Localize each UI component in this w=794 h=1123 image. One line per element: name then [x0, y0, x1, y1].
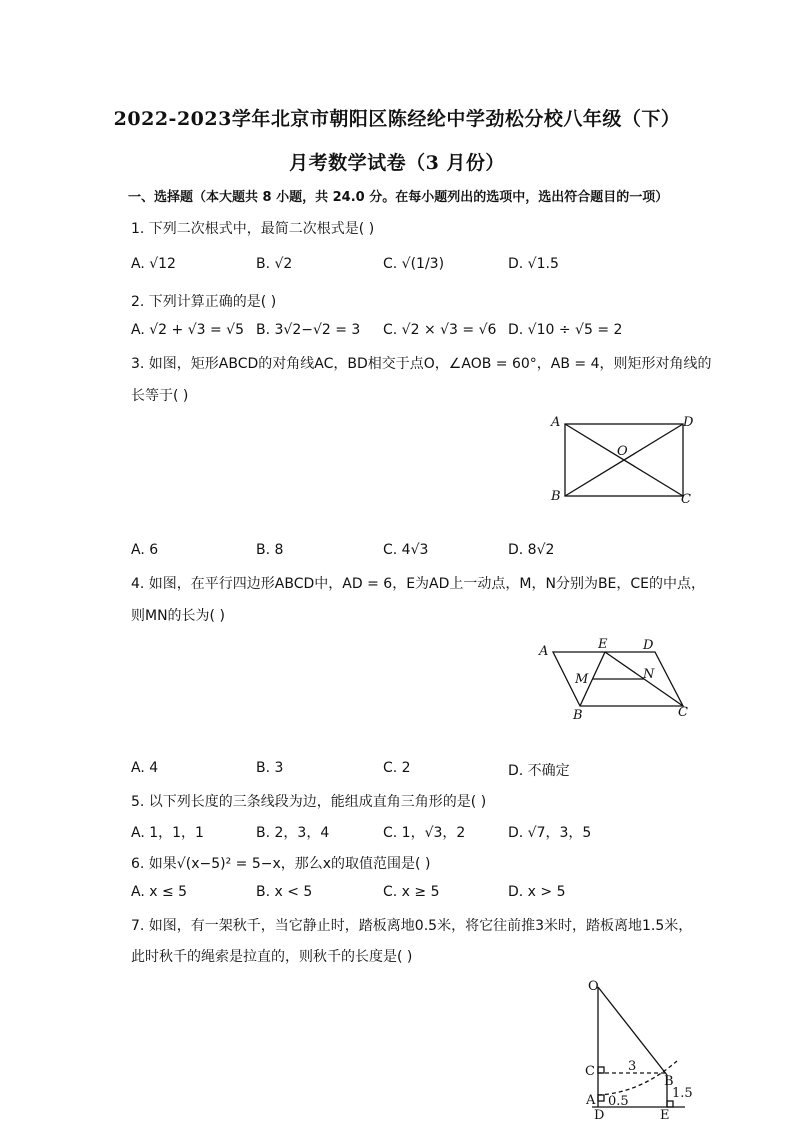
q5-option-c: C. 1，√3，2 — [383, 825, 466, 841]
label-m: M — [575, 672, 589, 687]
parallelogram-figure — [535, 635, 705, 725]
q4-option-b: B. 3 — [256, 760, 284, 776]
q4-option-d: D. 不确定 — [508, 763, 570, 779]
q1-option-a: A. √12 — [131, 256, 176, 272]
q2-option-a: A. √2 + √3 = √5 — [131, 322, 244, 338]
q1-stem: 1. 下列二次根式中，最简二次根式是( ) — [131, 221, 375, 237]
q6-option-a: A. x ≤ 5 — [131, 884, 188, 900]
label-a: A — [551, 415, 561, 430]
q3-stem-line1: 3. 如图，矩形ABCD的对角线AC，BD相交于点O，∠AOB = 60°，AB = 4，则矩形对角线的 — [131, 356, 712, 372]
right-angle-c — [598, 1067, 604, 1073]
q6-option-b: B. x < 5 — [256, 884, 313, 900]
q3-option-b: B. 8 — [256, 542, 284, 558]
label-0-5: 0.5 — [608, 1094, 629, 1109]
q3-stem-line2: 长等于( ) — [131, 388, 189, 404]
label-d: D — [683, 415, 694, 430]
label-b: B — [551, 489, 561, 504]
q4-stem-line2: 则MN的长为( ) — [131, 608, 225, 624]
label-c: C — [681, 492, 691, 507]
q1-option-b: B. √2 — [256, 256, 293, 272]
label-o: O — [617, 444, 628, 459]
label-e: E — [660, 1108, 670, 1120]
label-a: A — [539, 644, 549, 659]
q6-option-d: D. x > 5 — [508, 884, 566, 900]
q7-stem-line2: 此时秋千的绳索是拉直的，则秋千的长度是( ) — [131, 949, 413, 965]
exam-title-line1: 2022-2023学年北京市朝阳区陈经纶中学劲松分校八年级（下） — [113, 108, 681, 130]
q3-option-a: A. 6 — [131, 542, 159, 558]
q5-option-d: D. √7，3，5 — [508, 825, 592, 841]
section-heading: 一、选择题（本大题共 8 小题，共 24.0 分。在每小题列出的选项中，选出符合题目的一项） — [128, 190, 669, 205]
right-angle-e — [667, 1101, 673, 1107]
q1-option-c: C. √(1/3) — [383, 256, 445, 272]
label-e: E — [598, 637, 608, 652]
q1-option-d: D. √1.5 — [508, 256, 559, 272]
q5-option-b: B. 2，3，4 — [256, 825, 330, 841]
label-b: B — [573, 708, 583, 723]
label-c: C — [585, 1064, 595, 1079]
label-1-5: 1.5 — [672, 1086, 693, 1101]
q6-option-c: C. x ≥ 5 — [383, 884, 440, 900]
q4-stem-line1: 4. 如图，在平行四边形ABCD中，AD = 6，E为AD上一动点，M，N分别为BE，CE的中点， — [131, 576, 706, 592]
q2-stem: 2. 下列计算正确的是( ) — [131, 294, 277, 310]
rectangle-figure — [545, 410, 705, 510]
label-a: A — [586, 1093, 596, 1108]
label-n: N — [643, 667, 655, 682]
q2-option-d: D. √10 ÷ √5 = 2 — [508, 322, 623, 338]
exam-title-line2: 月考数学试卷（3 月份） — [289, 152, 505, 174]
q4-option-a: A. 4 — [131, 760, 159, 776]
q5-option-a: A. 1，1，1 — [131, 825, 204, 841]
q2-option-c: C. √2 × √3 = √6 — [383, 322, 497, 338]
q4-option-c: C. 2 — [383, 760, 411, 776]
right-angle-a — [598, 1095, 604, 1101]
swing-figure — [580, 975, 700, 1120]
label-d: D — [594, 1108, 605, 1120]
label-d: D — [643, 638, 654, 653]
q3-option-d: D. 8√2 — [508, 542, 555, 558]
label-b: B — [664, 1074, 674, 1089]
q6-stem: 6. 如果√(x−5)² = 5−x，那么x的取值范围是( ) — [131, 856, 431, 872]
q7-stem-line1: 7. 如图，有一架秋千，当它静止时，踏板离地0.5米，将它往前推3米时，踏板离地1.5米， — [131, 918, 693, 934]
label-o: O — [588, 979, 599, 994]
q2-option-b: B. 3√2−√2 = 3 — [256, 322, 361, 338]
label-c: C — [678, 705, 688, 720]
label-3: 3 — [628, 1059, 637, 1074]
q3-option-c: C. 4√3 — [383, 542, 429, 558]
q5-stem: 5. 以下列长度的三条线段为边，能组成直角三角形的是( ) — [131, 794, 487, 810]
